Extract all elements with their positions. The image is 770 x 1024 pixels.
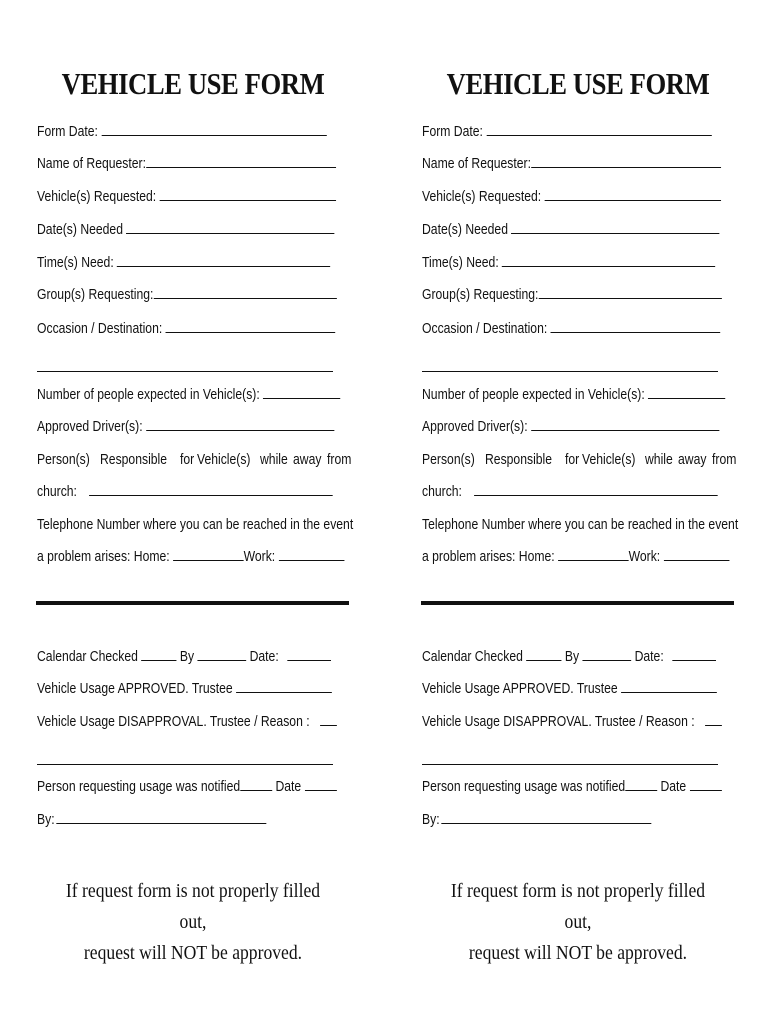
responsible-word: for <box>564 452 579 468</box>
approval-notice <box>441 876 716 969</box>
approval-notice <box>56 876 331 969</box>
responsible-row <box>422 452 737 468</box>
home-label: a problem arises: Home: <box>37 549 170 565</box>
reason-continuation-line[interactable] <box>422 764 718 765</box>
approved-row <box>37 681 332 697</box>
notified-date-label: Date <box>275 779 302 795</box>
vehicles-row <box>422 189 721 205</box>
groups-row <box>422 287 722 303</box>
requester-row <box>37 156 336 172</box>
form-date-row <box>422 124 711 140</box>
drivers-row <box>37 419 334 435</box>
disapproval-label: Vehicle Usage DISAPPROVAL. Trustee / Reason : <box>37 714 310 730</box>
by-row <box>37 812 266 828</box>
church-field[interactable] <box>474 484 718 496</box>
calendar-label: Calendar Checked <box>422 649 523 665</box>
people-row <box>37 387 340 403</box>
home-label: a problem arises: Home: <box>422 549 555 565</box>
date-field[interactable] <box>287 649 331 661</box>
telephone-row <box>37 517 353 533</box>
disapproval-label: Vehicle Usage DISAPPROVAL. Trustee / Reason : <box>422 714 695 730</box>
by-line-label: By: <box>37 812 55 828</box>
people-label: Number of people expected in Vehicle(s): <box>422 387 645 403</box>
people-row <box>422 387 725 403</box>
calendar-row <box>422 649 716 665</box>
disapproval-row <box>422 714 721 730</box>
by-line-field[interactable] <box>441 812 651 824</box>
approved-label: Vehicle Usage APPROVED. Trustee <box>37 681 233 697</box>
notified-row <box>422 779 721 795</box>
form-date-field[interactable] <box>486 124 711 136</box>
times-label: Time(s) Need: <box>37 255 114 271</box>
date-field[interactable] <box>672 649 716 661</box>
times-row <box>37 255 330 271</box>
approved-field[interactable] <box>236 681 332 693</box>
responsible-word: from <box>712 452 737 468</box>
responsible-word: Responsible <box>99 452 167 468</box>
dates-label: Date(s) Needed <box>37 222 123 238</box>
church-row <box>37 484 332 500</box>
work-label: Work: <box>628 549 661 565</box>
vehicles-field[interactable] <box>545 189 721 201</box>
responsible-word: away <box>293 452 322 468</box>
form-date-row <box>37 124 326 140</box>
work-field[interactable] <box>664 549 730 561</box>
groups-label: Group(s) Requesting: <box>37 287 154 303</box>
calendar-field[interactable] <box>526 649 561 661</box>
notified-label: Person requesting usage was notified <box>37 779 241 795</box>
disapproval-row <box>37 714 336 730</box>
requester-label: Name of Requester: <box>37 156 147 172</box>
dates-field[interactable] <box>126 222 334 234</box>
requester-field[interactable] <box>531 156 721 168</box>
notice-line-2: request will NOT be approved. <box>83 942 303 964</box>
occasion-continuation-line[interactable] <box>422 371 718 372</box>
reason-continuation-line[interactable] <box>37 764 333 765</box>
section-divider <box>421 601 734 605</box>
church-row <box>422 484 717 500</box>
people-field[interactable] <box>648 387 725 399</box>
occasion-label: Occasion / Destination: <box>37 321 163 337</box>
date-label: Date: <box>634 649 664 665</box>
disapproval-field[interactable] <box>705 714 722 726</box>
responsible-word: while <box>260 452 289 468</box>
groups-row <box>37 287 337 303</box>
by-row <box>422 812 651 828</box>
occasion-continuation-line[interactable] <box>37 371 333 372</box>
responsible-word: Vehicle(s) <box>581 452 636 468</box>
vehicles-label: Vehicle(s) Requested: <box>422 189 542 205</box>
dates-label: Date(s) Needed <box>422 222 508 238</box>
responsible-word: Vehicle(s) <box>196 452 251 468</box>
home-work-row <box>422 549 729 565</box>
date-label: Date: <box>249 649 279 665</box>
drivers-field[interactable] <box>531 419 719 431</box>
by-field[interactable] <box>582 649 631 661</box>
groups-field[interactable] <box>153 287 336 299</box>
form-title: VEHICLE USE FORM <box>61 66 325 101</box>
by-label: By <box>179 649 195 665</box>
responsible-word: while <box>645 452 674 468</box>
approved-row <box>422 681 717 697</box>
telephone-label: Telephone Number where you can be reached in the event <box>37 517 354 533</box>
form-title: VEHICLE USE FORM <box>446 66 710 101</box>
section-divider <box>36 601 349 605</box>
responsible-word: Person(s) <box>37 452 90 468</box>
disapproval-field[interactable] <box>320 714 337 726</box>
church-label: church: <box>37 484 77 500</box>
times-field[interactable] <box>502 255 715 267</box>
notified-date-field[interactable] <box>305 779 337 791</box>
notified-row <box>37 779 336 795</box>
times-label: Time(s) Need: <box>422 255 499 271</box>
by-field[interactable] <box>197 649 246 661</box>
approved-field[interactable] <box>621 681 717 693</box>
occasion-row <box>37 321 335 337</box>
times-field[interactable] <box>117 255 330 267</box>
occasion-field[interactable] <box>551 321 721 333</box>
home-field[interactable] <box>173 549 244 561</box>
dates-row <box>422 222 720 238</box>
responsible-row <box>37 452 352 468</box>
notice-line-2: request will NOT be approved. <box>468 942 688 964</box>
drivers-label: Approved Driver(s): <box>422 419 528 435</box>
vehicles-label: Vehicle(s) Requested: <box>37 189 157 205</box>
notified-field[interactable] <box>625 779 657 791</box>
telephone-row <box>422 517 738 533</box>
by-label: By <box>564 649 580 665</box>
times-row <box>422 255 715 271</box>
calendar-field[interactable] <box>141 649 176 661</box>
church-field[interactable] <box>89 484 333 496</box>
dates-row <box>37 222 335 238</box>
notice-line-1: If request form is not properly filled out, <box>450 880 706 933</box>
vehicles-row <box>37 189 336 205</box>
home-field[interactable] <box>558 549 629 561</box>
drivers-row <box>422 419 719 435</box>
drivers-field[interactable] <box>146 419 334 431</box>
responsible-word: for <box>179 452 194 468</box>
responsible-word: Person(s) <box>422 452 475 468</box>
form-date-label: Form Date: <box>422 124 483 140</box>
requester-label: Name of Requester: <box>422 156 532 172</box>
church-label: church: <box>422 484 462 500</box>
occasion-field[interactable] <box>166 321 336 333</box>
notice-line-1: If request form is not properly filled out, <box>65 880 321 933</box>
requester-row <box>422 156 721 172</box>
calendar-label: Calendar Checked <box>37 649 138 665</box>
responsible-word: from <box>327 452 352 468</box>
vehicles-field[interactable] <box>160 189 336 201</box>
form-date-field[interactable] <box>101 124 326 136</box>
work-label: Work: <box>243 549 276 565</box>
vehicle-use-form-right <box>422 0 739 1024</box>
occasion-label: Occasion / Destination: <box>422 321 548 337</box>
telephone-label: Telephone Number where you can be reached in the event <box>422 517 739 533</box>
notified-field[interactable] <box>240 779 272 791</box>
by-line-label: By: <box>422 812 440 828</box>
vehicle-use-form-left <box>37 0 354 1024</box>
work-field[interactable] <box>279 549 345 561</box>
responsible-word: away <box>678 452 707 468</box>
home-work-row <box>37 549 344 565</box>
people-label: Number of people expected in Vehicle(s): <box>37 387 260 403</box>
by-line-field[interactable] <box>56 812 266 824</box>
requester-field[interactable] <box>146 156 336 168</box>
occasion-row <box>422 321 720 337</box>
form-date-label: Form Date: <box>37 124 98 140</box>
notified-label: Person requesting usage was notified <box>422 779 626 795</box>
groups-field[interactable] <box>538 287 721 299</box>
approved-label: Vehicle Usage APPROVED. Trustee <box>422 681 618 697</box>
groups-label: Group(s) Requesting: <box>422 287 539 303</box>
dates-field[interactable] <box>511 222 719 234</box>
drivers-label: Approved Driver(s): <box>37 419 143 435</box>
calendar-row <box>37 649 331 665</box>
notified-date-field[interactable] <box>690 779 722 791</box>
notified-date-label: Date <box>660 779 687 795</box>
responsible-word: Responsible <box>484 452 552 468</box>
people-field[interactable] <box>263 387 340 399</box>
